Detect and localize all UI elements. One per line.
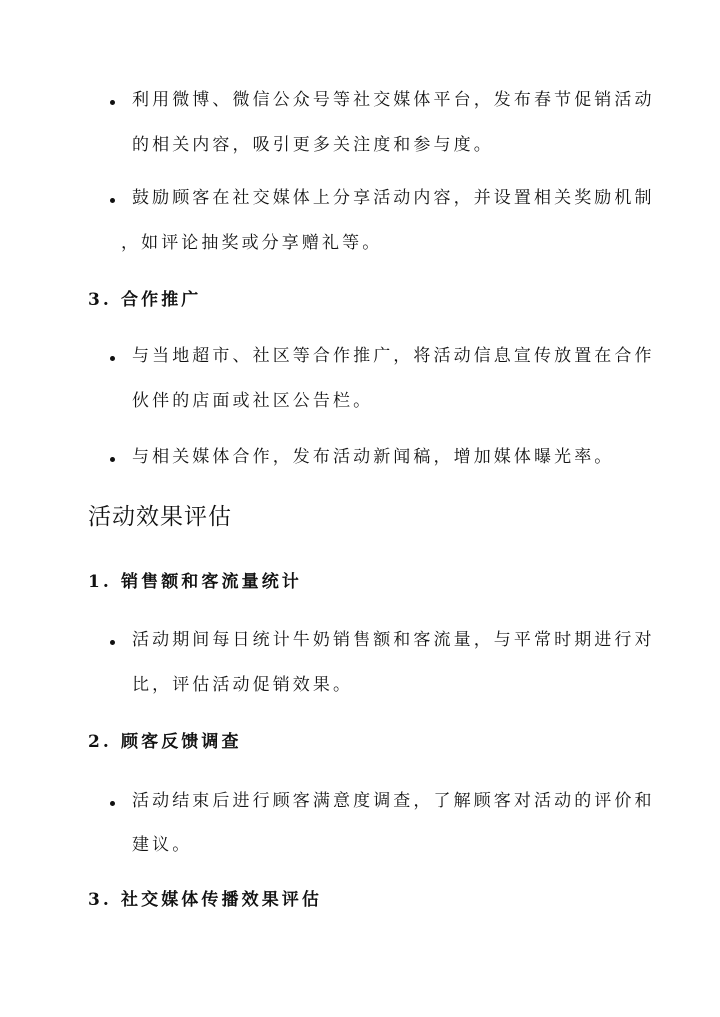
bullet-text-line: 与相关媒体合作，发布活动新闻稿，增加媒体曝光率。	[132, 447, 615, 467]
bullet-marker	[110, 801, 115, 806]
section-heading: 活动效果评估	[88, 504, 232, 530]
bullet-marker	[110, 356, 115, 361]
bullet-text-line: 建议。	[132, 835, 193, 855]
bullet-marker	[110, 198, 115, 203]
bullet-text-line: 与当地超市、社区等合作推广，将活动信息宣传放置在合作	[132, 346, 655, 366]
section-subheading: 销售额和客流量统计	[121, 572, 302, 592]
section-number: 1.	[88, 572, 112, 592]
section-number: 2.	[88, 732, 112, 752]
section-number: 3.	[88, 890, 112, 910]
bullet-text-line: 比，评估活动促销效果。	[132, 675, 354, 695]
section-number: 3.	[88, 290, 112, 310]
bullet-marker	[110, 100, 115, 105]
section-subheading: 合作推广	[121, 290, 202, 310]
bullet-marker	[110, 457, 115, 462]
bullet-text-line: 利用微博、微信公众号等社交媒体平台，发布春节促销活动	[132, 90, 655, 110]
bullet-text-line: 活动期间每日统计牛奶销售额和客流量，与平常时期进行对	[132, 630, 655, 650]
section-subheading: 社交媒体传播效果评估	[121, 890, 322, 910]
bullet-text-line: 活动结束后进行顾客满意度调查，了解顾客对活动的评价和	[132, 791, 655, 811]
bullet-marker	[110, 640, 115, 645]
section-subheading: 顾客反馈调查	[121, 732, 242, 752]
bullet-text-line: 伙伴的店面或社区公告栏。	[132, 391, 374, 411]
bullet-text-line: 鼓励顾客在社交媒体上分享活动内容，并设置相关奖励机制	[132, 188, 655, 208]
bullet-text-line: 的相关内容，吸引更多关注度和参与度。	[132, 135, 494, 155]
bullet-text-line: ，如评论抽奖或分享赠礼等。	[121, 233, 383, 253]
